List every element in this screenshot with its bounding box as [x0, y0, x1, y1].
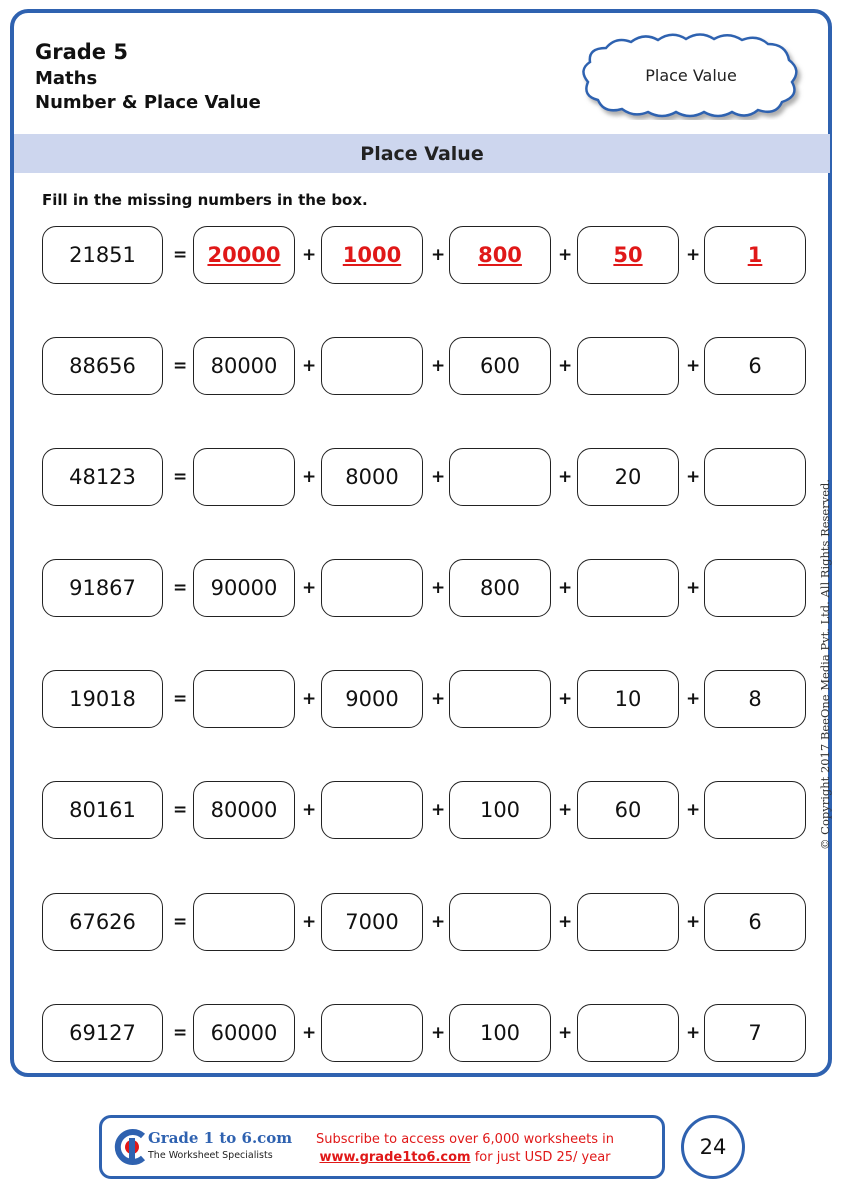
plus-sign: + — [558, 245, 573, 265]
given-number-box: 21851 — [42, 226, 163, 284]
plus-sign: + — [686, 578, 701, 598]
copyright-text: © Copyright 2017 BeeOne Media Pvt. Ltd. All Rights Reserved. — [818, 478, 832, 850]
plus-sign: + — [302, 578, 317, 598]
plus-sign: + — [558, 800, 573, 820]
place-value-box: 8000 — [321, 448, 423, 506]
exercise-row — [0, 781, 848, 839]
answer-input-box[interactable] — [577, 337, 679, 395]
instruction-text: Fill in the missing numbers in the box. — [42, 191, 368, 209]
plus-sign: + — [686, 800, 701, 820]
answer-input-box[interactable] — [704, 781, 806, 839]
plus-sign: + — [302, 800, 317, 820]
website-link[interactable]: www.grade1to6.com — [319, 1150, 471, 1165]
exercise-row — [0, 559, 848, 617]
title-band — [14, 134, 830, 173]
promo-price: for just USD 25/ year — [474, 1150, 611, 1165]
exercise-row — [0, 337, 848, 395]
place-value-box: 1 — [704, 226, 806, 284]
given-number-box: 91867 — [42, 559, 163, 617]
topic-heading: Number & Place Value — [35, 92, 261, 113]
equals-sign: = — [173, 578, 188, 598]
place-value-box: 20000 — [193, 226, 295, 284]
copyright-notice — [818, 470, 832, 850]
place-value-box: 80000 — [193, 781, 295, 839]
plus-sign: + — [431, 245, 446, 265]
place-value-box: 1000 — [321, 226, 423, 284]
plus-sign: + — [686, 912, 701, 932]
answer-input-box[interactable] — [193, 448, 295, 506]
place-value-box: 800 — [449, 559, 551, 617]
badge-label: Place Value — [645, 65, 737, 85]
plus-sign: + — [686, 245, 701, 265]
answer-input-box[interactable] — [321, 781, 423, 839]
footer-promo — [300, 1131, 630, 1167]
place-value-box: 60 — [577, 781, 679, 839]
plus-sign: + — [302, 689, 317, 709]
exercise-row — [0, 670, 848, 728]
given-number-box: 69127 — [42, 1004, 163, 1062]
given-number-box: 48123 — [42, 448, 163, 506]
exercise-row — [0, 448, 848, 506]
place-value-box: 8 — [704, 670, 806, 728]
given-number-box: 88656 — [42, 337, 163, 395]
exercise-row — [0, 1004, 848, 1062]
given-number-box: 80161 — [42, 781, 163, 839]
answer-input-box[interactable] — [577, 559, 679, 617]
given-number-box: 67626 — [42, 893, 163, 951]
equals-sign: = — [173, 467, 188, 487]
plus-sign: + — [302, 245, 317, 265]
plus-sign: + — [558, 578, 573, 598]
plus-sign: + — [558, 912, 573, 932]
page-number: 24 — [681, 1115, 745, 1179]
place-value-box: 6 — [704, 337, 806, 395]
answer-input-box[interactable] — [704, 559, 806, 617]
answer-input-box[interactable] — [193, 670, 295, 728]
grade-heading: Grade 5 — [35, 40, 128, 64]
exercise-row — [0, 893, 848, 951]
plus-sign: + — [302, 467, 317, 487]
plus-sign: + — [302, 356, 317, 376]
place-value-box: 90000 — [193, 559, 295, 617]
equals-sign: = — [173, 689, 188, 709]
plus-sign: + — [558, 356, 573, 376]
promo-line: Subscribe to access over 6,000 worksheets in — [316, 1132, 614, 1147]
place-value-box: 60000 — [193, 1004, 295, 1062]
footer-tagline: The Worksheet Specialists — [148, 1150, 273, 1161]
grade1to6-logo-icon — [113, 1126, 149, 1168]
plus-sign: + — [431, 578, 446, 598]
place-value-box: 80000 — [193, 337, 295, 395]
exercise-row — [0, 226, 848, 284]
plus-sign: + — [431, 800, 446, 820]
plus-sign: + — [431, 912, 446, 932]
place-value-box: 7 — [704, 1004, 806, 1062]
answer-input-box[interactable] — [449, 448, 551, 506]
place-value-box: 50 — [577, 226, 679, 284]
equals-sign: = — [173, 912, 188, 932]
equals-sign: = — [173, 356, 188, 376]
subject-heading: Maths — [35, 68, 98, 89]
place-value-box: 100 — [449, 1004, 551, 1062]
plus-sign: + — [686, 689, 701, 709]
answer-input-box[interactable] — [577, 893, 679, 951]
plus-sign: + — [302, 912, 317, 932]
plus-sign: + — [686, 467, 701, 487]
plus-sign: + — [558, 1023, 573, 1043]
equals-sign: = — [173, 1023, 188, 1043]
place-value-box: 600 — [449, 337, 551, 395]
plus-sign: + — [686, 356, 701, 376]
answer-input-box[interactable] — [193, 893, 295, 951]
answer-input-box[interactable] — [321, 1004, 423, 1062]
place-value-box: 10 — [577, 670, 679, 728]
place-value-box: 100 — [449, 781, 551, 839]
place-value-box: 20 — [577, 448, 679, 506]
place-value-box: 7000 — [321, 893, 423, 951]
answer-input-box[interactable] — [577, 1004, 679, 1062]
plus-sign: + — [302, 1023, 317, 1043]
place-value-box: 800 — [449, 226, 551, 284]
plus-sign: + — [431, 689, 446, 709]
given-number-box: 19018 — [42, 670, 163, 728]
equals-sign: = — [173, 245, 188, 265]
page-title: Place Value — [360, 142, 484, 165]
plus-sign: + — [431, 467, 446, 487]
plus-sign: + — [431, 1023, 446, 1043]
equals-sign: = — [173, 800, 188, 820]
plus-sign: + — [431, 356, 446, 376]
place-value-box: 9000 — [321, 670, 423, 728]
footer-brand: Grade 1 to 6.com — [148, 1129, 293, 1147]
plus-sign: + — [686, 1023, 701, 1043]
place-value-box: 6 — [704, 893, 806, 951]
answer-input-box[interactable] — [321, 559, 423, 617]
answer-input-box[interactable] — [704, 448, 806, 506]
answer-input-box[interactable] — [321, 337, 423, 395]
answer-input-box[interactable] — [449, 670, 551, 728]
answer-input-box[interactable] — [449, 893, 551, 951]
plus-sign: + — [558, 467, 573, 487]
plus-sign: + — [558, 689, 573, 709]
